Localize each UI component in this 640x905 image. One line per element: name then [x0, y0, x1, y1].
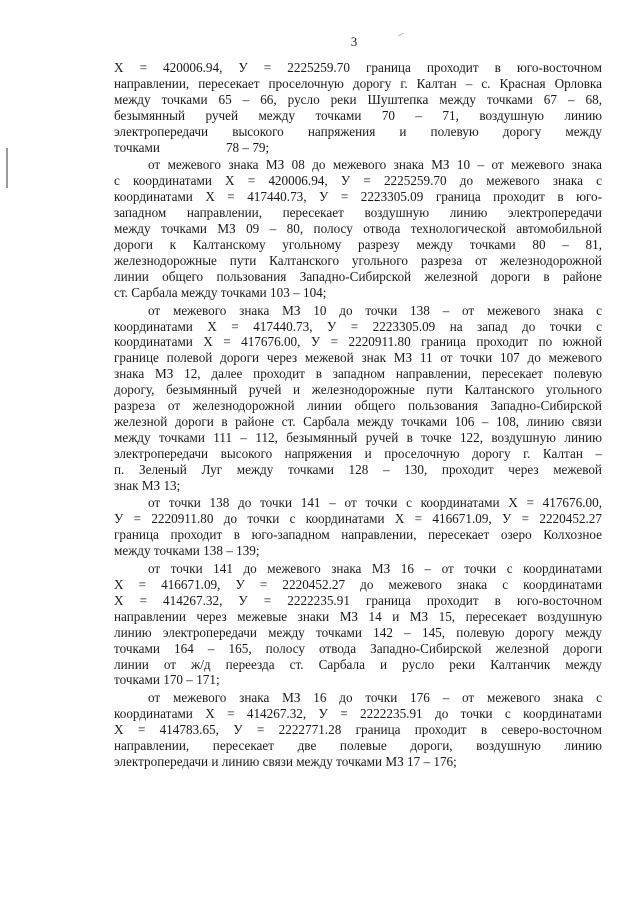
text-line: от точки 138 до точки 141 – от точки с координатами Х = 417676.00, [148, 495, 602, 511]
text-line: Х = 414783.65, У = 2222771.28 граница проходит в северо-восточном [114, 722, 602, 738]
text-line: от точки 141 до межевого знака МЗ 16 – от точки с координатами [148, 561, 602, 577]
text-line: граница проходит в юго-западном направлении, пересекает озеро Колхозное [114, 527, 602, 543]
text-line: безымянный ручей между точками 70 – 71, воздушную линию [114, 107, 602, 123]
text-line: от межевого знака МЗ 16 до точки 176 – от межевого знака с [148, 690, 602, 706]
text-line: координатами Х = 414267.32, У = 2222235.91 до точки с координатами [114, 706, 602, 722]
text-line: электропередачи и линию связи между точками МЗ 17 – 176; [114, 753, 457, 769]
text-line: железнодорожные пути Калтанского угольного разреза от железнодорожной [114, 252, 602, 268]
text-line: направлении, пересекает проселочную дорогу г. Калтан – с. Красная Орловка [114, 75, 602, 91]
text-line: электропередачи высокого напряжения и полевую дорогу между [114, 123, 602, 139]
text-line: западном направлении, пересекает воздушную линию электропередачи [114, 205, 602, 221]
text-line: координатами Х = 417440.73, У = 2223305.09 граница проходит в юго- [114, 189, 602, 205]
paragraph [114, 60, 602, 155]
text-line: точками 170 – 171; [114, 672, 220, 688]
text-line: линии общего пользования Западно-Сибирской железной дороги в районе [114, 268, 602, 284]
text-line: У = 2220911.80 до точки с координатами Х = 416671.09, У = 2220452.27 [114, 511, 602, 527]
text-line: дороги к Калтанскому угольному разрезу между точками 80 – 81, [114, 236, 602, 252]
text-line: между точками 65 – 66, русло реки Шуштепка между точками 67 – 68, [114, 91, 602, 107]
text-fragment: точками [114, 139, 160, 155]
scan-margin-mark [6, 148, 8, 188]
paragraph [114, 157, 602, 300]
text-line: линии от ж/д переезда ст. Сарбала и русло реки Калтанчик между [114, 656, 602, 672]
text-line: знак МЗ 13; [114, 477, 181, 493]
text-line: разреза от железнодорожной линии общего пользования Западно-Сибирской [114, 398, 602, 414]
text-line: направлении, пересекает две полевые дороги, воздушную линию [114, 738, 602, 754]
text-line: Х = 414267.32, У = 2222235.91 граница проходит в юго-восточном [114, 592, 602, 608]
paragraph [114, 690, 602, 770]
text-line: от межевого знака МЗ 08 до межевого знака МЗ 10 – от межевого знака [148, 157, 602, 173]
text-line: Х = 416671.09, У = 2220452.27 до межевого знака с координатами [114, 577, 602, 592]
text-line: между точками 138 – 139; [114, 543, 260, 559]
text-line: направлении через межевые знаки МЗ 14 и МЗ 15, пересекает воздушную [114, 608, 602, 624]
text-line: электропередачи высокого напряжения и проселочную дорогу г. Калтан – [114, 445, 602, 461]
text-line: знака МЗ 12, далее проходит в западном направлении, пересекает полевую [114, 366, 602, 382]
text-line: Х = 420006.94, У = 2225259.70 граница проходит в юго-восточном [114, 60, 602, 75]
paragraph [114, 303, 602, 494]
text-line: границе полевой дороги через межевой знак МЗ 11 от точки 107 до межевого [114, 350, 602, 366]
text-line: координатами Х = 417440.73, У = 2223305.09 на запад до точки с [114, 318, 602, 334]
text-line: от межевого знака МЗ 10 до точки 138 – от межевого знака с [148, 302, 602, 318]
text-line: ст. Сарбала между точками 103 – 104; [114, 284, 327, 300]
paragraph [114, 495, 602, 559]
text-line: точками 164 – 165, полосу отвода Западно-Сибирской железной дороги [114, 640, 602, 656]
paragraph [114, 561, 602, 688]
text-line: между точками МЗ 09 – 80, полосу отвода технологической автомобильной [114, 221, 602, 237]
text-fragment: 78 – 79; [225, 139, 270, 155]
text-line [114, 140, 602, 156]
document-body [114, 60, 602, 770]
text-line: координатами Х = 417676.00, У = 2220911.80 граница проходит по южной [114, 334, 602, 350]
page-number: 3 [350, 34, 358, 49]
text-line: железной дороги в районе ст. Сарбала между точками 106 – 108, линию связи [114, 413, 602, 429]
text-line: линию электропередачи между точками 142 – 145, полевую дорогу между [114, 624, 602, 640]
text-line: между точками 111 – 112, безымянный ручей в точке 122, воздушную линию [114, 429, 602, 445]
text-line: с координатами Х = 420006.94, У = 2225259.70 до межевого знака с [114, 173, 602, 189]
text-line: дорогу, безымянный ручей и железнодорожные пути Калтанского угольного [114, 382, 602, 398]
text-line: п. Зеленый Луг между точками 128 – 130, проходит через межевой [114, 461, 602, 477]
